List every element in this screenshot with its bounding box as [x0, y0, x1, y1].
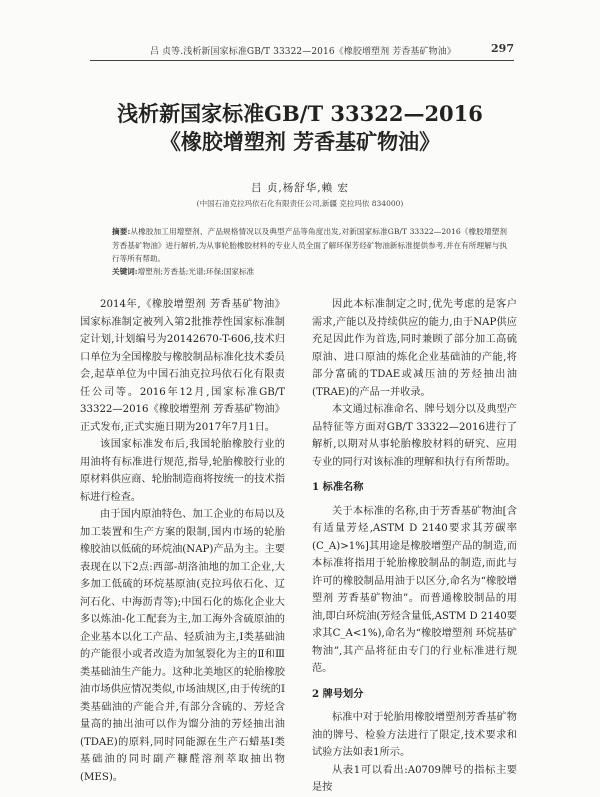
paragraph: 因此本标准制定之时,优先考虑的是客户需求,产能以及持续供应的能力,由于NAP供应充足因此作为首选,同时兼顾了部分加工高硫原油、进口原油的炼化企业基础油的产能,将部分富硫的TDAE或减压油的芳烃抽出油(TRAE)的产品一并收录。 — [312, 299, 517, 398]
paragraph: 从表1可以看出:A0709牌号的指标主要是按 — [312, 764, 517, 793]
paragraph: 本文通过标准命名、牌号划分以及典型产品特征等方面对GB/T 33322—2016进行了解析,以期对从事轮胎橡胶材料的研究、应用专业的同行对该标准的理解和执行有所帮助。 — [312, 404, 517, 468]
paragraph: 标准中对于轮胎用橡胶增塑剂芳香基矿物油的牌号、检验方法进行了限定,技术要求和试验方法如表1所示。 — [312, 712, 517, 758]
running-title: 吕 贞等.浅析新国家标准GB/T 33322—2016《橡胶增塑剂 芳香基矿物油》 — [150, 47, 456, 57]
keywords — [112, 266, 507, 277]
abstract — [112, 225, 507, 266]
paragraph: 2014年,《橡胶增塑剂 芳香基矿物油》国家标准制定被列入第2批推荐性国家标准制定计划,计划编号为20142670-T-606,技术归口单位为全国橡胶与橡胶制品标准化技术委员会,起草单位为中国石油克拉玛依石化有限责任公司等。2016年12月,国家标准GB/T 33322—2016《橡胶增塑剂 芳香基矿物油》正式发布,正式实施日期为2017年7月1日。 — [80, 299, 285, 433]
running-header — [0, 40, 600, 62]
body-column-left — [80, 296, 285, 786]
section-heading-2: 2 牌号划分 — [312, 687, 364, 700]
section-heading-1: 1 标准名称 — [312, 481, 364, 493]
body-column-right — [312, 296, 517, 797]
page-number: 297 — [491, 42, 514, 55]
header-rule — [90, 60, 514, 61]
article-title-line-1: 浅析新国家标准GB/T 33322—2016 — [117, 101, 483, 126]
affiliation: (中国石油克拉玛依石化有限责任公司,新疆 克拉玛依 834000) — [196, 199, 404, 208]
article-title-line-2: 《橡胶增塑剂 芳香基矿物油》 — [159, 129, 441, 154]
keywords-text: 增塑剂;芳香基;光谱;环保;国家标准 — [137, 267, 255, 276]
paragraph: 由于国内原油特色、加工企业的布局以及加工装置和生产方案的限制,国内市场的轮胎橡胶油以低硫的环烷油(NAP)产品为主。主要表现在以下2点:西部-胡洛油地的加工企业,大多加工低硫的环烷基原油(克拉玛依石化、辽河石化、中海沥青等);中国石化的炼化企业大多以炼油-化工配套为主,加工海外含硫原油的企业基本以化工产品、轻质油为主,Ⅰ类基础油的产能很小或者改造为加氢裂化为主的Ⅱ和Ⅲ类基础油生产能力。这种北美地区的轮胎橡胶油市场供应情况类似,市场油规区,由于传统的Ⅰ类基础油的产能合并,有部分含硫的、芳烃含量高的抽出油可以作为馏分油的芳烃抽出油(TDAE)的原料,同时同能源在生产石蜡基Ⅰ类基础油的同时副产糠醛溶剂萃取抽出物(MES)。 — [80, 509, 285, 783]
paragraph: 该国家标准发布后,我国轮胎橡胶行业的用油将有标准进行规范,指导,轮胎橡胶行业的原材料供应商、轮胎制造商将按统一的技术指标进行检查。 — [80, 439, 285, 503]
paragraph: 关于本标准的名称,由于芳香基矿物油[含有适量芳烃,ASTM D 2140要求其芳碳率(C_A)>1%]其用途是橡胶增塑产品的制造,而本标准将指用于轮胎橡胶制品的制造,而此与许可的橡胶制品用油于以区分,命名为“橡胶增塑剂 芳香基矿物油”。而普通橡胶制品的用油,即白环烷油(芳烃含量低,ASTM D 2140要求其C_A<1%),命名为“橡胶增塑剂 环烷基矿物油”,其产品将征由专门的行业标准进行规范。 — [312, 505, 517, 674]
abstract-label: 摘要: — [112, 227, 131, 236]
author-list: 吕 贞,杨舒华,赖 宏 — [251, 182, 349, 194]
keywords-label: 关键词: — [112, 267, 138, 276]
abstract-text: 从橡胶加工用增塑剂、产品规格情况以及典型产品等角度出发,对新国家标准GB/T 33322—2016《橡胶增塑剂 芳香基矿物油》进行解析,为从事轮胎橡胶材料的专业人员全面了解环保芳烃矿物油新标准提供参考,并在有所理解与执行等所有帮助。 — [112, 227, 507, 263]
